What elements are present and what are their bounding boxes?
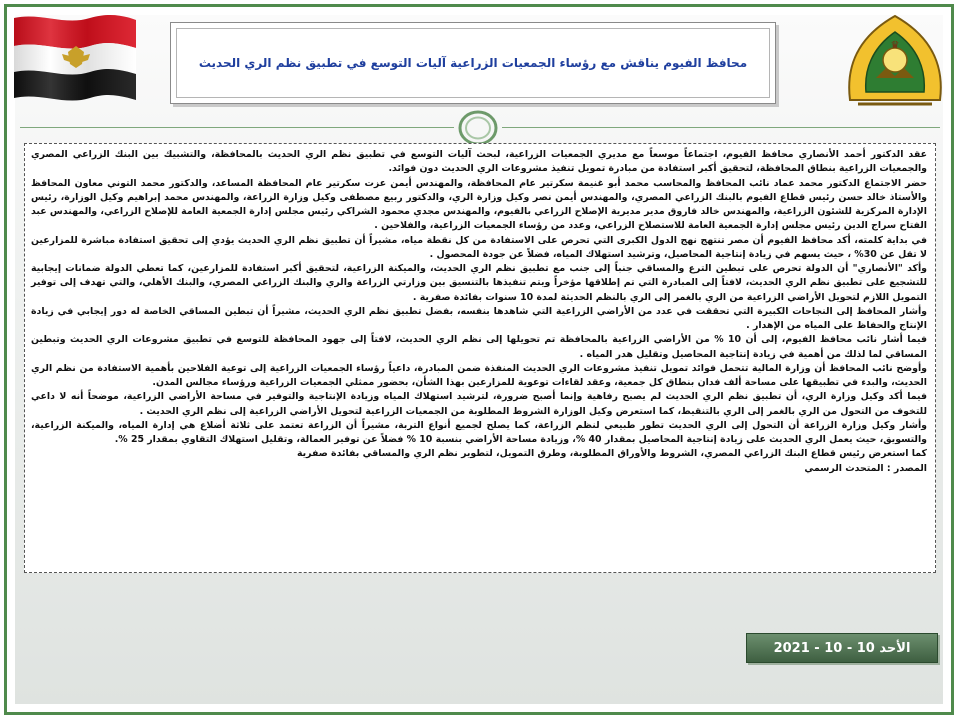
article-paragraph: كما استعرض رئيس قطاع البنك الزراعي المصري، الشروط والأوراق المطلوبة، وطرق التمويل، لتطوير نظم الري والمساقي بفائدة صفرية [296, 448, 927, 460]
article-box [24, 143, 936, 573]
article-paragraph: وأوضح نائب المحافظ أن وزارة المالية تتحمل فوائد تمويل تنفيذ مشروعات الري الحديث المنفذة ضمن المبادرة، داعياً رؤساء الجمعيات الزراعية إلى توعية الفلاحين بأهمية الاستفادة من نظم الري الحديث، والبدء في تطبيقها على مساحة ألف فدان بنطاق كل جمعية، وعقد لقاءات توعوية للمزارعين بهذا الشأن، بحضور ممثلي الجمعيات الزراعية ورؤساء مجالس المدن. [31, 362, 927, 388]
egypt-flag-icon [10, 10, 140, 106]
article-paragraph: فيما أكد وكيل وزارة الري، أن تطبيق نظم الري الحديث لم يصبح رفاهية وإنما أصبح ضرورة، لترشيد استهلاك المياه وزيادة الإنتاجية والتوفير في مساحة الأراضي الزراعية، موضحاً أنه لا داعي للتخوف من التحول من الري بالغمر إلى الري بالتنقيط، كما استعرض وكيل الوزارة الشروط المطلوبة من الجمعيات الزراعية لتحويل الأراضي الزراعية إلى نظم الري الحديث . [31, 391, 927, 417]
article-paragraph: في بداية كلمته، أكد محافظ الفيوم أن مصر تنتهج نهج الدول الكبرى التي تحرص على الاستفادة من كل نقطة مياه، مشيراً أن تطبيق نظم الري الحديث يؤدي إلى تحقيق استفادة مباشرة للمزارعين لا تقل عن 30% ، حيث يسهم في زيادة إنتاجية المحاصيل، وترشيد استهلاك المياه، فضلاً عن جودة المحصول . [31, 234, 927, 260]
article-paragraph: فيما أشار نائب محافظ الفيوم، إلى أن 10 % من الأراضي الزراعية بالمحافظة تم تحويلها إلى نظم الري الحديث، لافتاً إلى جهود المحافظة للتوسع في تطبيق مشروعات الري الحديث وتبطين المساقي لما لذلك من أهمية في زيادة إنتاجية المحاصيل وتقليل هدر المياه . [31, 334, 927, 360]
ring-ornament-icon [457, 109, 499, 147]
page-title: محافظ الفيوم يناقش مع رؤساء الجمعيات الزراعية آليات التوسع في تطبيق نظم الري الحديث [198, 56, 748, 70]
article-paragraph: وأشار وكيل وزارة الزراعة أن التحول إلى الري الحديث تطور طبيعي لنظم الزراعة، كما يصلح لجميع أنواع التربة، مشيراً أن الزراعة تعتمد على ثلاثة أضلاع هي إدارة المياه، والميكنة الزراعية، والتسويق، حيث يعمل الري الحديث على زيادة إنتاجية المحاصيل بمقدار 40 %، وزيادة مساحة الأراضي بنسبة 10 % فضلاً عن توفير العمالة، وتقليل استهلاك التقاوي بمقدار 25 %. [31, 419, 927, 445]
divider-line-right [502, 127, 940, 128]
article-body [31, 148, 927, 476]
article-date: الأحد 10 - 10 - 2021 [773, 640, 911, 656]
fayoum-governorate-logo-icon [836, 8, 954, 116]
date-badge [746, 633, 938, 663]
svg-text:♛: ♛ [890, 40, 900, 51]
article-paragraph: وأشار المحافظ إلى النجاحات الكبيرة التي تحققت في عدد من الأراضي الزراعية التي شاهدها بنفسه، بفضل تطبيق نظم الري الحديث، مشيراً أن تبطين المساقي الخاصة له دور إيجابي في زيادة الإنتاج والحفاظ على المياه من الإهدار . [31, 305, 927, 331]
article-paragraph: وأكد "الأنصاري" أن الدولة تحرص على تبطين الترع والمساقي جنباً إلى جنب مع تطبيق نظم الري الحديث، والميكنة الزراعية، لتحقيق أكبر استفادة للمزارعين، كما تعطي الدولة ضمانات إيجابية للتشجيع على تطبيق نظم الري الحديث، لافتاً إلى المبادرة التي تم إطلاقها مؤخراً ويتم تنفيذها بالتنسيق بين وزارتي الزراعة والري والبنك الزراعي المصري، والبنك الأهلي، والتي تهدف إلى توفير التمويل اللازم لتحويل الأراضي الزراعية من الري بالغمر إلى الري بالنظم الحديثة لمدة 10 سنوات بفائدة صفرية . [31, 263, 927, 303]
article-paragraph: عقد الدكتور أحمد الأنصاري محافظ الفيوم، اجتماعاً موسعاً مع مديري الجمعيات الزراعية، لبحث آليات التوسع في تطبيق نظم الري الحديث بالمحافظة، والتشبيك بين البنك الزراعي المصري والجمعيات الزراعية بنطاق المحافظة، لتحقيق أكبر استفادة من مبادرة تمويل تنفيذ مشروعات الري الحديث دون فوائد. [31, 149, 927, 175]
title-inner-frame [176, 28, 770, 98]
title-box [170, 22, 776, 104]
article-source: المصدر : المتحدث الرسمي [804, 462, 927, 474]
divider-line-left [20, 127, 454, 128]
article-paragraph: حضر الاجتماع الدكتور محمد عماد نائب المحافظ والمحاسب محمد أبو غنيمة سكرتير عام المحافظة، والمهندس أيمن عزت سكرتير عام المحافظة المساعد، والدكتور محمد التوني معاون المحافظ والأستاذ خالد حسن رئيس قطاع الفيوم بالبنك الزراعي المصري، والمهندس أيمن نصر وكيل وزارة الري، والدكتور ربيع مصطفى وكيل وزارة الزراعة، والمهندس محمد إبراهيم وكيل الوزارة، رئيس الإدارة المركزية للشئون الزراعية، والمهندس خالد فاروق مدير مديرية الإصلاح الزراعي بالفيوم، والمهندس مجدي محمود الشراكي رئيس مجلس إدارة الجمعية العامة للإصلاح الزراعي، والمهندس عبد الفتاح سراج الدين رئيس مجلس إدارة الجمعية العامة للاستصلاح الزراعي، وعدد من رؤساء الجمعيات الزراعية، والفلاحين . [31, 177, 927, 232]
